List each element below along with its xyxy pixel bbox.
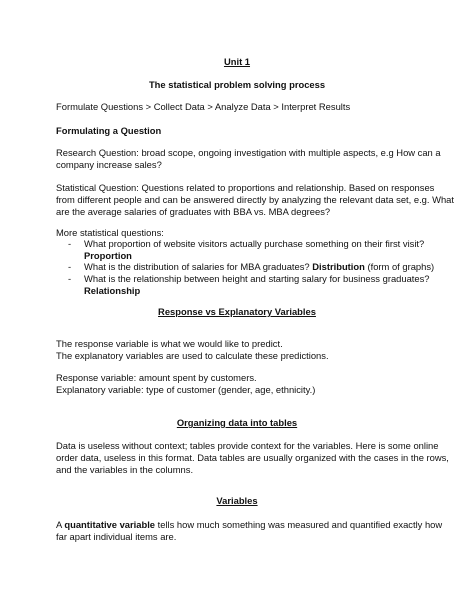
organizing-line-3: and the variables in the columns.: [56, 464, 194, 475]
bullet-marker: -: [68, 273, 72, 284]
response-line-1: The response variable is what we would like to predict.: [56, 338, 283, 349]
question-3-text: What is the relationship between height and starting salary for business graduates?: [84, 273, 430, 284]
response-line-2: The explanatory variables are used to calculate these predictions.: [56, 350, 329, 361]
question-1-text: What proportion of website visitors actually purchase something on their first visit?: [84, 238, 425, 249]
question-2-line: [84, 261, 434, 273]
bullet-marker: -: [68, 238, 72, 249]
research-question-line-2: company increase sales?: [56, 159, 162, 170]
process-line: Formulate Questions > Collect Data > Analyze Data > Interpret Results: [56, 101, 351, 112]
variables-line-2: far apart individual items are.: [56, 531, 177, 542]
response-heading: Response vs Explanatory Variables: [158, 306, 316, 317]
unit-title: Unit 1: [223, 56, 251, 67]
process-subtitle: The statistical problem solving process: [148, 79, 326, 90]
response-line-3: Response variable: amount spent by customers.: [56, 372, 257, 383]
variables-line-1: [56, 519, 443, 531]
question-3-tag: Relationship: [84, 285, 141, 296]
question-2-tag: Distribution: [312, 261, 365, 272]
question-2-tail: (form of graphs): [367, 261, 435, 272]
organizing-heading: Organizing data into tables: [176, 417, 298, 428]
statistical-question-line-1: Statistical Question: Questions related to proportions and relationship. Based on responses: [56, 182, 435, 193]
research-question-line-1: Research Question: broad scope, ongoing investigation with multiple aspects, e.g How can a: [56, 147, 441, 158]
variables-heading: Variables: [216, 495, 258, 506]
more-questions-label: More statistical questions:: [56, 227, 164, 238]
response-line-4: Explanatory variable: type of customer (gender, age, ethnicity.): [56, 384, 316, 395]
statistical-question-line-2: from different people and can be answered directly by analyzing the relevant data set, e.g. What: [56, 194, 454, 205]
variables-lead: A: [56, 519, 62, 530]
question-2-text: What is the distribution of salaries for MBA graduates?: [84, 261, 310, 272]
quantitative-variable-term: quantitative variable: [64, 519, 156, 530]
statistical-question-line-3: are the average salaries of graduates with BBA vs. MBA degrees?: [56, 206, 331, 217]
question-1-tag: Proportion: [84, 250, 132, 261]
organizing-line-1: Data is useless without context; tables provide context for the variables. Here is some online: [56, 440, 439, 451]
bullet-marker: -: [68, 261, 72, 272]
formulating-heading: Formulating a Question: [56, 125, 162, 136]
variables-rest: tells how much something was measured and quantified exactly how: [157, 519, 443, 530]
organizing-line-2: order data, useless in this format. Data tables are usually organized with the cases in the rows,: [56, 452, 449, 463]
